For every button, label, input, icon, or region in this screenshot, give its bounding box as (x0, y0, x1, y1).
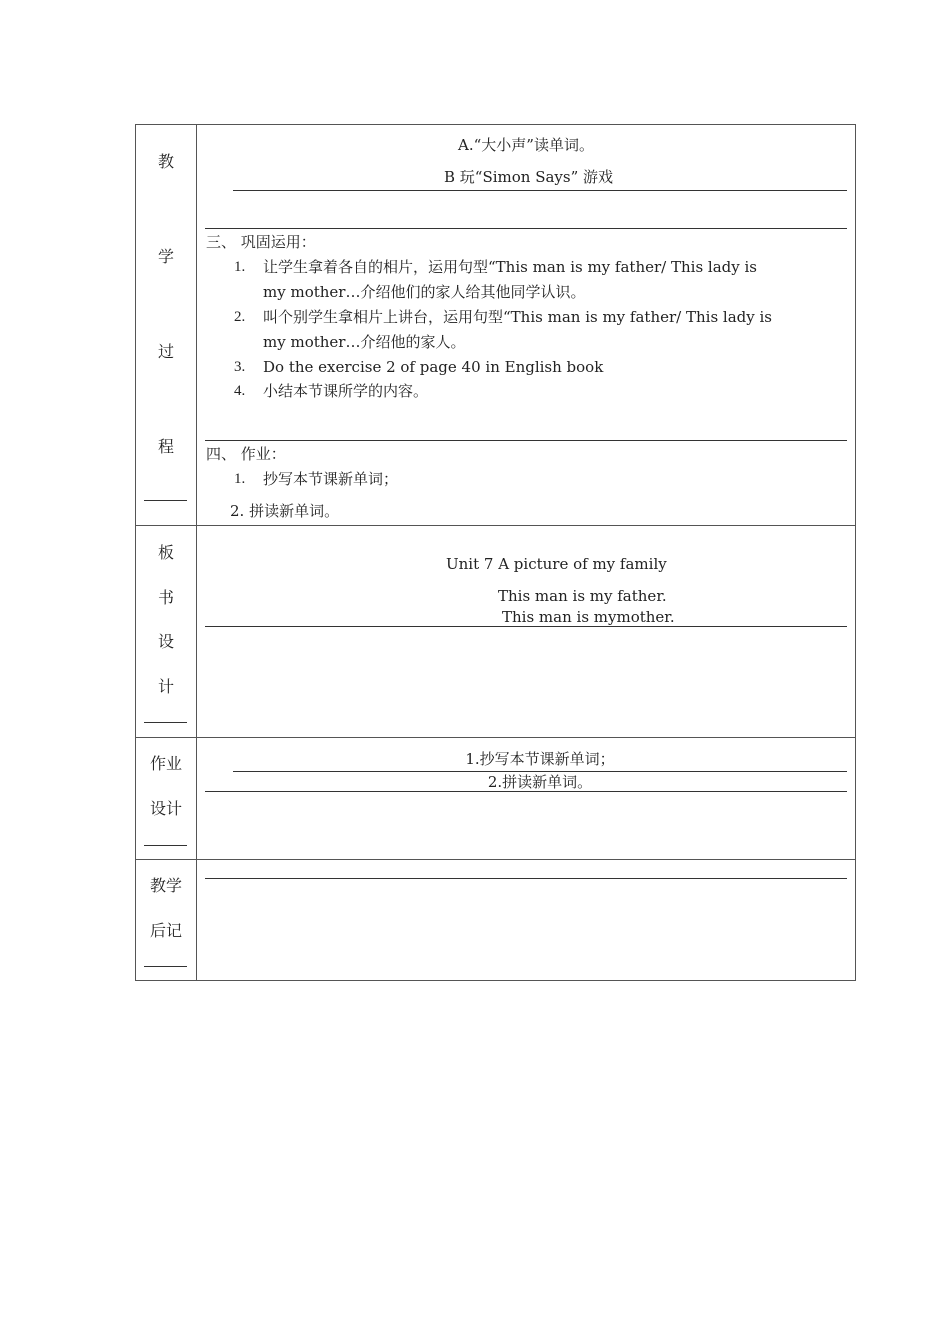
board-line-2: This man is mymother. (502, 608, 675, 626)
section4-title: 四、 作业： (206, 445, 286, 463)
section3-item-2-line-1: 叫个别学生拿相片上讲台，运用句型“This man is my father/ This lady is (263, 308, 772, 326)
section3-item-1-line-1: 让学生拿着各自的相片，运用句型“This man is my father/ This lady is (263, 258, 757, 276)
notes-label-line-2: 后记 (149, 921, 182, 940)
homework-line-1: 1.抄写本节课新单词； (465, 750, 615, 768)
section3-item-2-number: 2. (234, 309, 246, 325)
process-label-char-2: 学 (157, 247, 174, 266)
section4-item-1: 抄写本节课新单词； (263, 470, 399, 488)
board-title: Unit 7 A picture of my family (446, 555, 667, 573)
lesson-plan-table (135, 124, 856, 981)
rule-line (205, 626, 847, 627)
board-line-1: This man is my father. (498, 587, 667, 605)
section3-item-3-line-1: Do the exercise 2 of page 40 in English book (263, 358, 604, 376)
section3-item-4-line-1: 小结本节课所学的内容。 (263, 382, 429, 400)
activity-line-a: A.“大小声”读单词。 (458, 136, 594, 154)
board-label-char-2: 书 (157, 588, 174, 607)
row-divider-process (135, 525, 856, 526)
process-label-underline (144, 500, 187, 501)
section3-item-1-number: 1. (234, 259, 246, 275)
row-divider-board (135, 737, 856, 738)
section3-title: 三、 巩固运用： (206, 233, 316, 251)
column-divider (196, 124, 197, 981)
process-label-char-1: 教 (157, 152, 174, 171)
homework-line-2: 2.拼读新单词。 (487, 773, 593, 791)
rule-line (233, 190, 847, 191)
rule-line (205, 791, 847, 792)
process-label-char-3: 过 (157, 342, 174, 361)
rule-line (205, 440, 847, 441)
board-label-char-3: 设 (157, 632, 174, 651)
homework-label-underline (144, 845, 187, 846)
notes-rule-line (205, 878, 847, 879)
board-label-underline (144, 722, 187, 723)
section4-item-1-number: 1. (234, 471, 246, 487)
notes-label-underline (144, 966, 187, 967)
section3-item-3-number: 3. (234, 359, 246, 375)
row-divider-homework (135, 859, 856, 860)
notes-label-line-1: 教学 (149, 876, 182, 895)
section3-item-4-number: 4. (234, 383, 246, 399)
activity-line-b: B 玩“Simon Says” 游戏 (444, 168, 614, 186)
section3-item-1-line-2: my mother…介绍他们的家人给其他同学认识。 (263, 283, 586, 301)
board-label-char-1: 板 (157, 543, 174, 562)
homework-label-line-1: 作业 (149, 754, 182, 773)
homework-label-line-2: 设计 (149, 799, 182, 818)
rule-line (205, 228, 847, 229)
process-label-char-4: 程 (157, 437, 174, 456)
section4-item-2: 2. 拼读新单词。 (230, 502, 340, 520)
section3-item-2-line-2: my mother…介绍他的家人。 (263, 333, 466, 351)
board-label-char-4: 计 (157, 677, 174, 696)
